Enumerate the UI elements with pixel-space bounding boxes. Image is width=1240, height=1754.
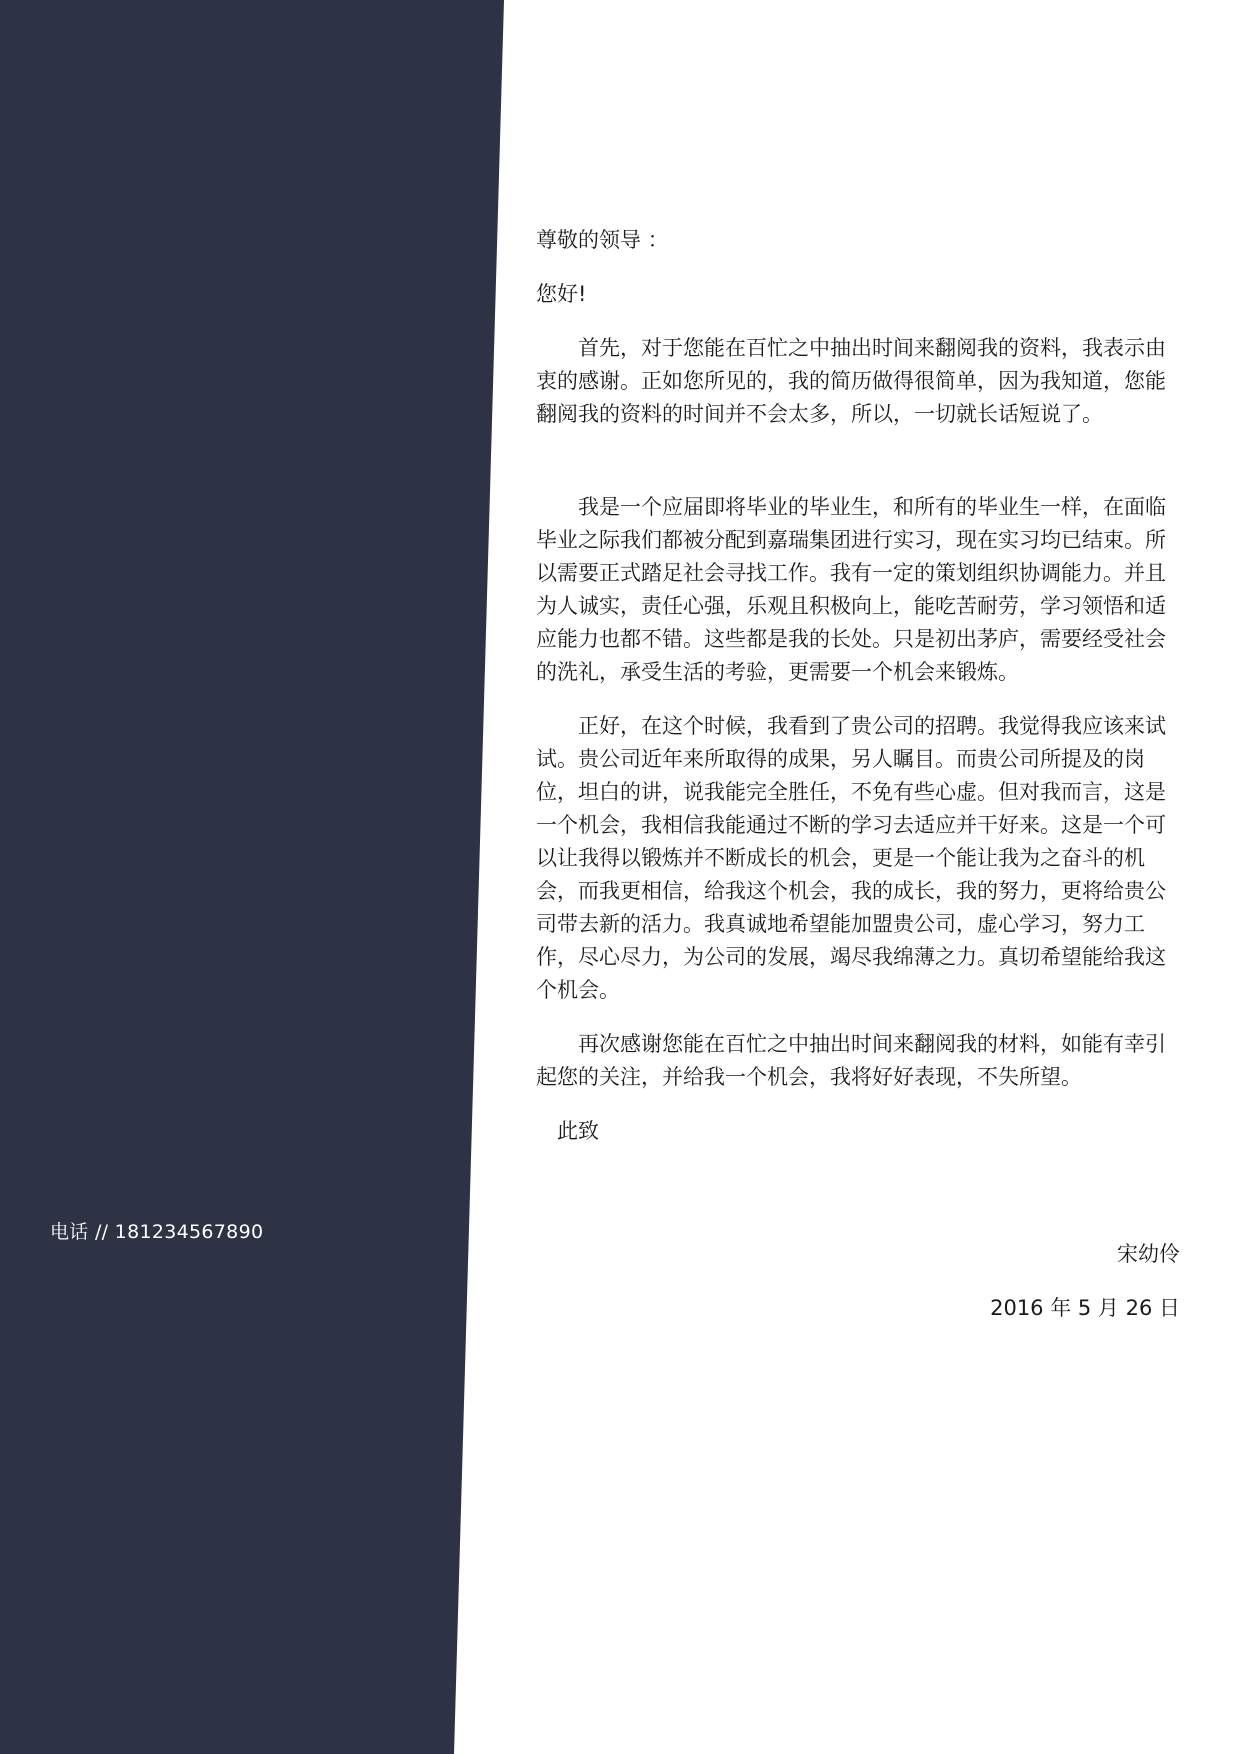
signature-block [990, 1238, 1180, 1325]
sidebar-background [0, 0, 504, 1754]
letter-paragraph: 我是一个应届即将毕业的毕业生，和所有的毕业生一样，在面临毕业之际我们都被分配到嘉瑞集团进行实习，现在实习均已结束。所以需要正式踏足社会寻找工作。我有一定的策划组织协调能力。并且为人诚实，责任心强，乐观且积极向上，能吃苦耐劳，学习领悟和适应能力也都不错。这些都是我的长处。只是初出茅庐，需要经受社会的洗礼，承受生活的考验，更需要一个机会来锻炼。 [536, 495, 1166, 684]
letter-greeting: 您好! [536, 282, 587, 306]
cover-letter [536, 224, 1176, 1148]
letter-paragraph: 再次感谢您能在百忙之中抽出时间来翻阅我的材料，如能有幸引起您的关注，并给我一个机会，我将好好表现，不失所望。 [536, 1032, 1166, 1089]
letter-paragraph: 首先，对于您能在百忙之中抽出时间来翻阅我的资料，我表示由衷的感谢。正如您所见的，我的简历做得很简单，因为我知道，您能翻阅我的资料的时间并不会太多，所以，一切就长话短说了。 [536, 336, 1166, 426]
signature-date: 2016 年 5 月 26 日 [990, 1296, 1180, 1320]
signature-name: 宋幼伶 [1117, 1242, 1180, 1266]
letter-closing: 此致 [557, 1119, 599, 1143]
phone-number: 电话 // 181234567890 [50, 1221, 264, 1243]
letter-paragraph: 正好，在这个时候，我看到了贵公司的招聘。我觉得我应该来试试。贵公司近年来所取得的成果，另人瞩目。而贵公司所提及的岗位，坦白的讲，说我能完全胜任，不免有些心虚。但对我而言，这是一个机会，我相信我能通过不断的学习去适应并干好来。这是一个可以让我得以锻炼并不断成长的机会，更是一个能让我为之奋斗的机会，而我更相信，给我这个机会，我的成长，我的努力，更将给贵公司带去新的活力。我真诚地希望能加盟贵公司，虚心学习，努力工作，尽心尽力，为公司的发展，竭尽我绵薄之力。真切希望能给我这个机会。 [536, 714, 1166, 1002]
letter-salutation: 尊敬的领导 ： [536, 228, 669, 252]
